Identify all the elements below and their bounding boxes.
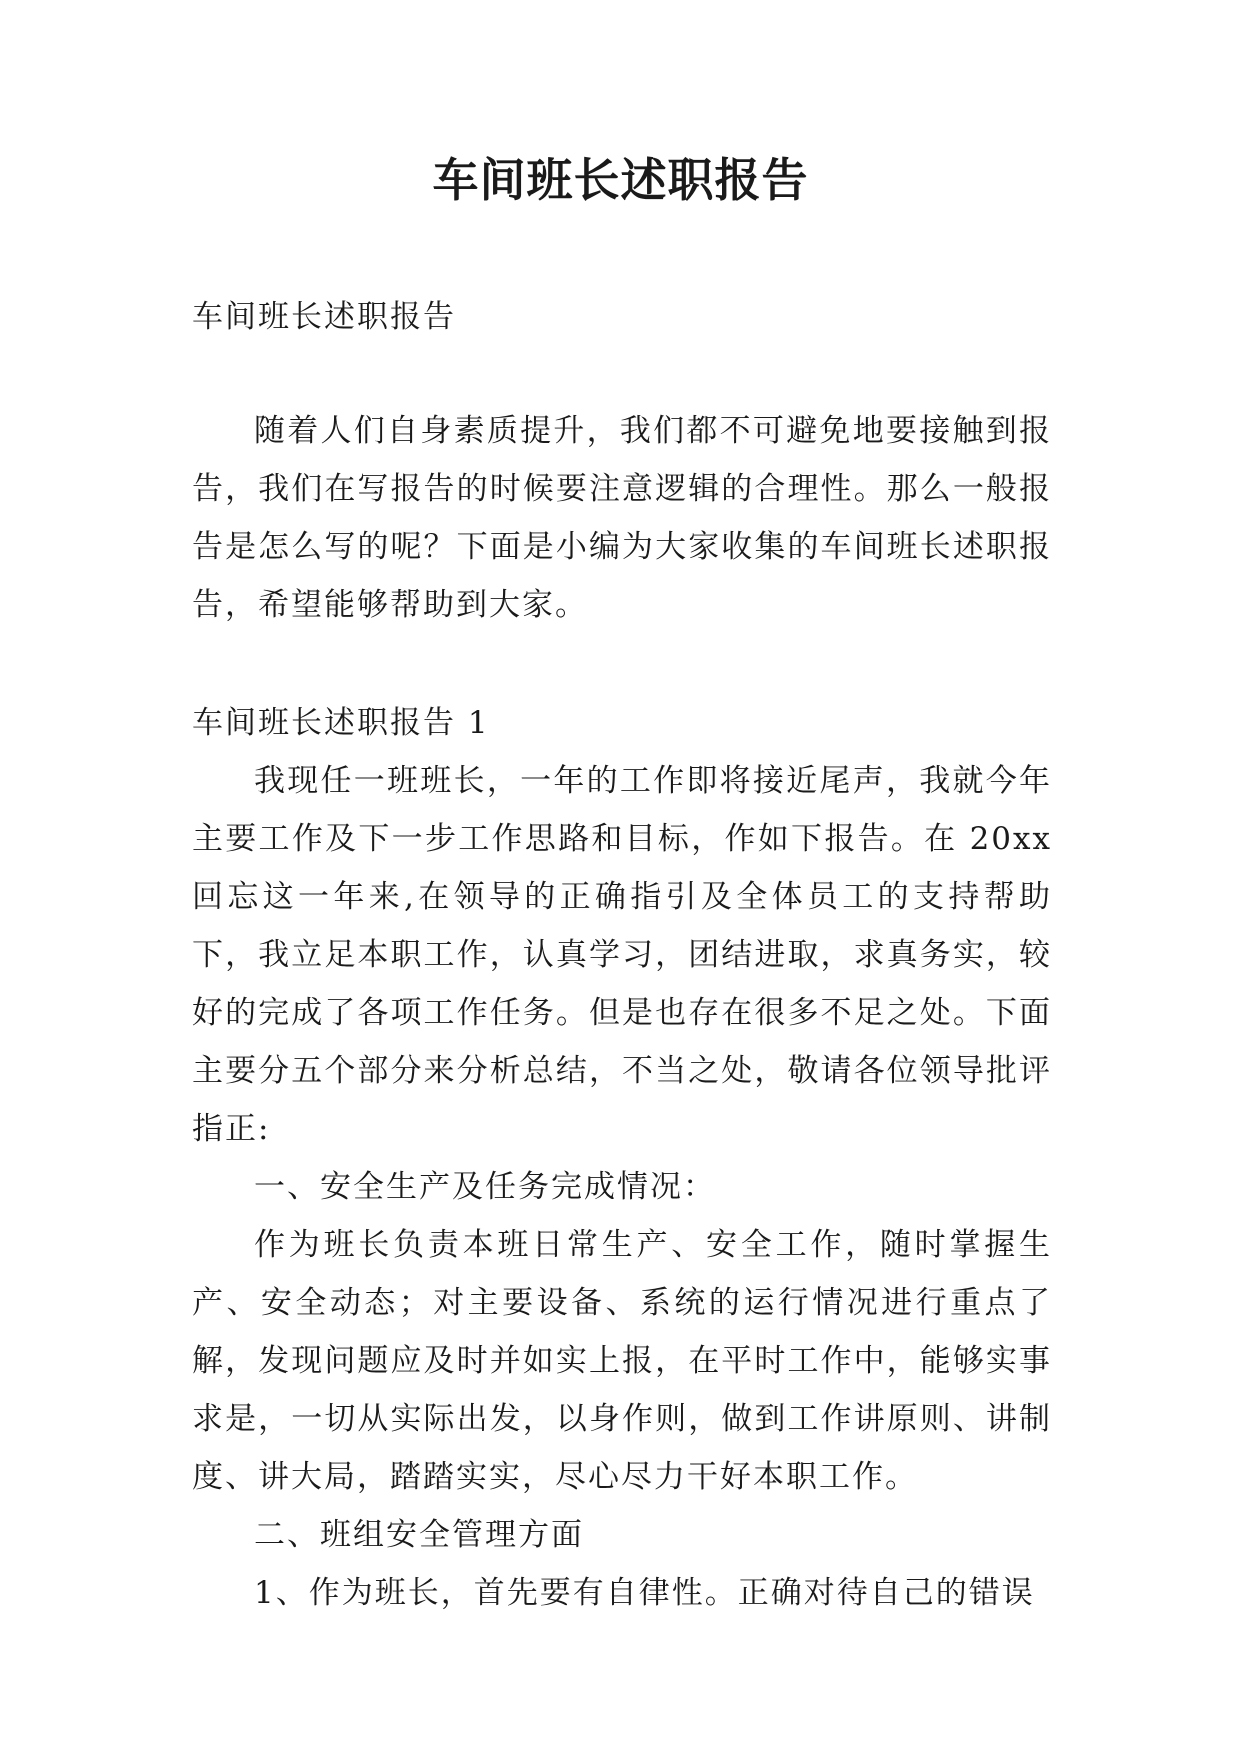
document-subtitle — [192, 288, 1052, 346]
report-section-1 — [192, 694, 1052, 1622]
document-title: 车间班长述职报告 — [432, 153, 809, 207]
intro-section — [192, 402, 1052, 634]
section-heading: 车间班长述职报告 1 — [192, 705, 490, 741]
intro-paragraph: 随着人们自身素质提升，我们都不可避免地要接触到报告，我们在写报告的时候要注意逻辑的合理性。那么一般报告是怎么写的呢？下面是小编为大家收集的车间班长述职报告，希望能够帮助到大家。 — [192, 413, 1052, 623]
body-paragraph: 我现任一班班长，一年的工作即将接近尾声，我就今年主要工作及下一步工作思路和目标，作如下报告。在 20xx 回忘这一年来,在领导的正确指引及全体员工的支持帮助下，我立足本职工作，认真学习，团结进取，求真务实，较好的完成了各项工作任务。但是也存在很多不足之处。下面主要分五个部分来分析总结，不当之处，敬请各位领导批评指正: — [192, 763, 1052, 1147]
body-paragraph: 作为班长负责本班日常生产、安全工作，随时掌握生产、安全动态；对主要设备、系统的运行情况进行重点了解，发现问题应及时并如实上报，在平时工作中，能够实事求是，一切从实际出发，以身作则，做到工作讲原则、讲制度、讲大局，踏踏实实，尽心尽力干好本职工作。 — [192, 1227, 1052, 1495]
point-heading: 二、班组安全管理方面 — [254, 1517, 584, 1553]
subtitle-text: 车间班长述职报告 — [192, 299, 456, 335]
body-paragraph: 1、作为班长，首先要有自律性。正确对待自己的错误 — [254, 1575, 1035, 1611]
point-heading: 一、安全生产及任务完成情况： — [254, 1169, 716, 1205]
